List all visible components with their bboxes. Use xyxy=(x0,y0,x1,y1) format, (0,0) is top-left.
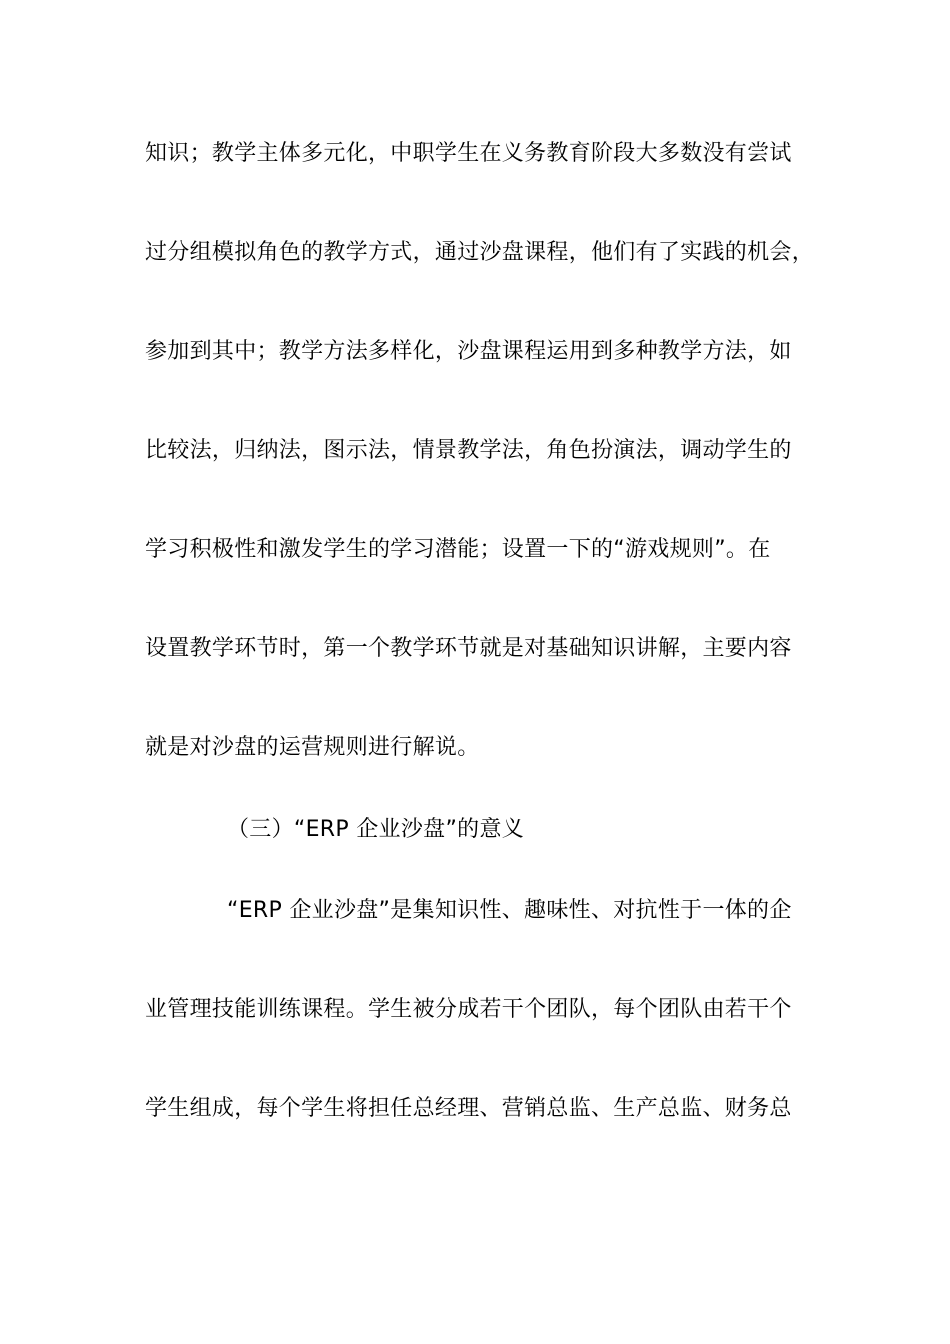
text-line: 设置教学环节时，第一个教学环节就是对基础知识讲解，主要内容 xyxy=(145,636,792,661)
text-line: 学生组成，每个学生将担任总经理、营销总监、生产总监、财务总 xyxy=(145,1096,792,1121)
text-line: 学习积极性和激发学生的学习潜能；设置一下的“游戏规则”。在 xyxy=(145,537,771,562)
text-line: 业管理技能训练课程。学生被分成若干个团队，每个团队由若干个 xyxy=(145,997,792,1022)
text-line: 过分组模拟角色的教学方式，通过沙盘课程，他们有了实践的机会， xyxy=(145,240,815,265)
section-heading: （三）“ERP 企业沙盘”的意义 xyxy=(227,817,525,842)
paragraph-first-line: “ERP 企业沙盘”是集知识性、趣味性、对抗性于一体的企 xyxy=(227,898,792,923)
text-line: 比较法，归纳法，图示法，情景教学法，角色扮演法，调动学生的 xyxy=(145,438,792,463)
text-line: 就是对沙盘的运营规则进行解说。 xyxy=(145,735,480,760)
text-line: 知识；教学主体多元化，中职学生在义务教育阶段大多数没有尝试 xyxy=(145,141,792,166)
text-line: 参加到其中；教学方法多样化，沙盘课程运用到多种教学方法，如 xyxy=(145,339,792,364)
